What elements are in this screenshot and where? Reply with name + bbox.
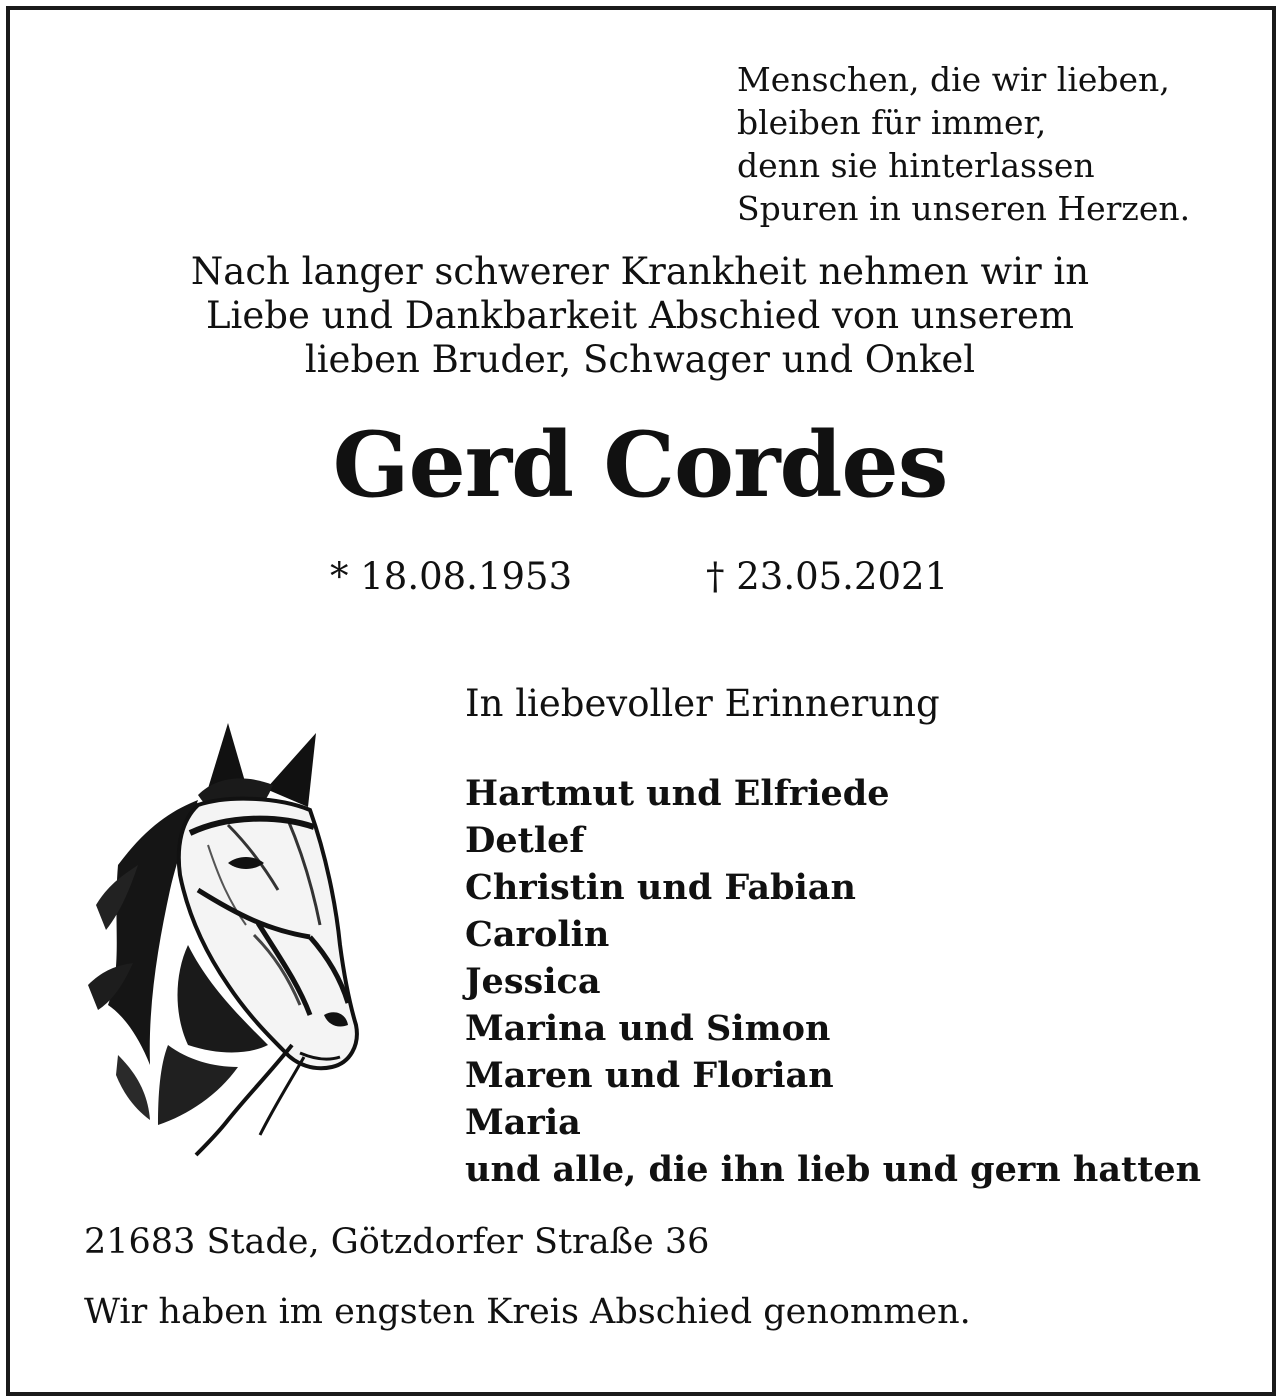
farewell-line: Wir haben im engsten Kreis Abschied genommen. [84,1292,971,1332]
quote-line: denn sie hinterlassen [737,146,1095,185]
quote-line: Menschen, die wir lieben, [737,60,1170,99]
horse-head-icon [78,715,418,1160]
announcement-line: Liebe und Dankbarkeit Abschied von unserem [205,294,1075,337]
mourners-list [465,770,1201,1193]
mourner-entry: Detlef [465,820,585,861]
memorial-quote [737,58,1190,230]
announcement-text [0,250,1280,382]
mourner-entry: Maren und Florian [465,1055,834,1096]
mourner-entry: Marina und Simon [465,1008,831,1049]
quote-line: bleiben für immer, [737,103,1047,142]
mourner-entry: und alle, die ihn lieb und gern hatten [465,1149,1202,1190]
death-date: † 23.05.2021 [706,555,949,598]
memory-line: In liebevoller Erinnerung [465,682,940,725]
address-line: 21683 Stade, Götzdorfer Straße 36 [84,1222,710,1262]
deceased-name: Gerd Cordes [332,412,948,518]
birth-date: * 18.08.1953 [330,555,573,598]
mourner-entry: Jessica [465,961,601,1002]
mourner-entry: Christin und Fabian [465,867,856,908]
mourner-entry: Maria [465,1102,581,1143]
mourner-entry: Hartmut und Elfriede [465,773,890,814]
mourner-entry: Carolin [465,914,610,955]
announcement-line: lieben Bruder, Schwager und Onkel [304,338,976,381]
quote-line: Spuren in unseren Herzen. [737,189,1191,228]
announcement-line: Nach langer schwerer Krankheit nehmen wir in [190,250,1090,293]
